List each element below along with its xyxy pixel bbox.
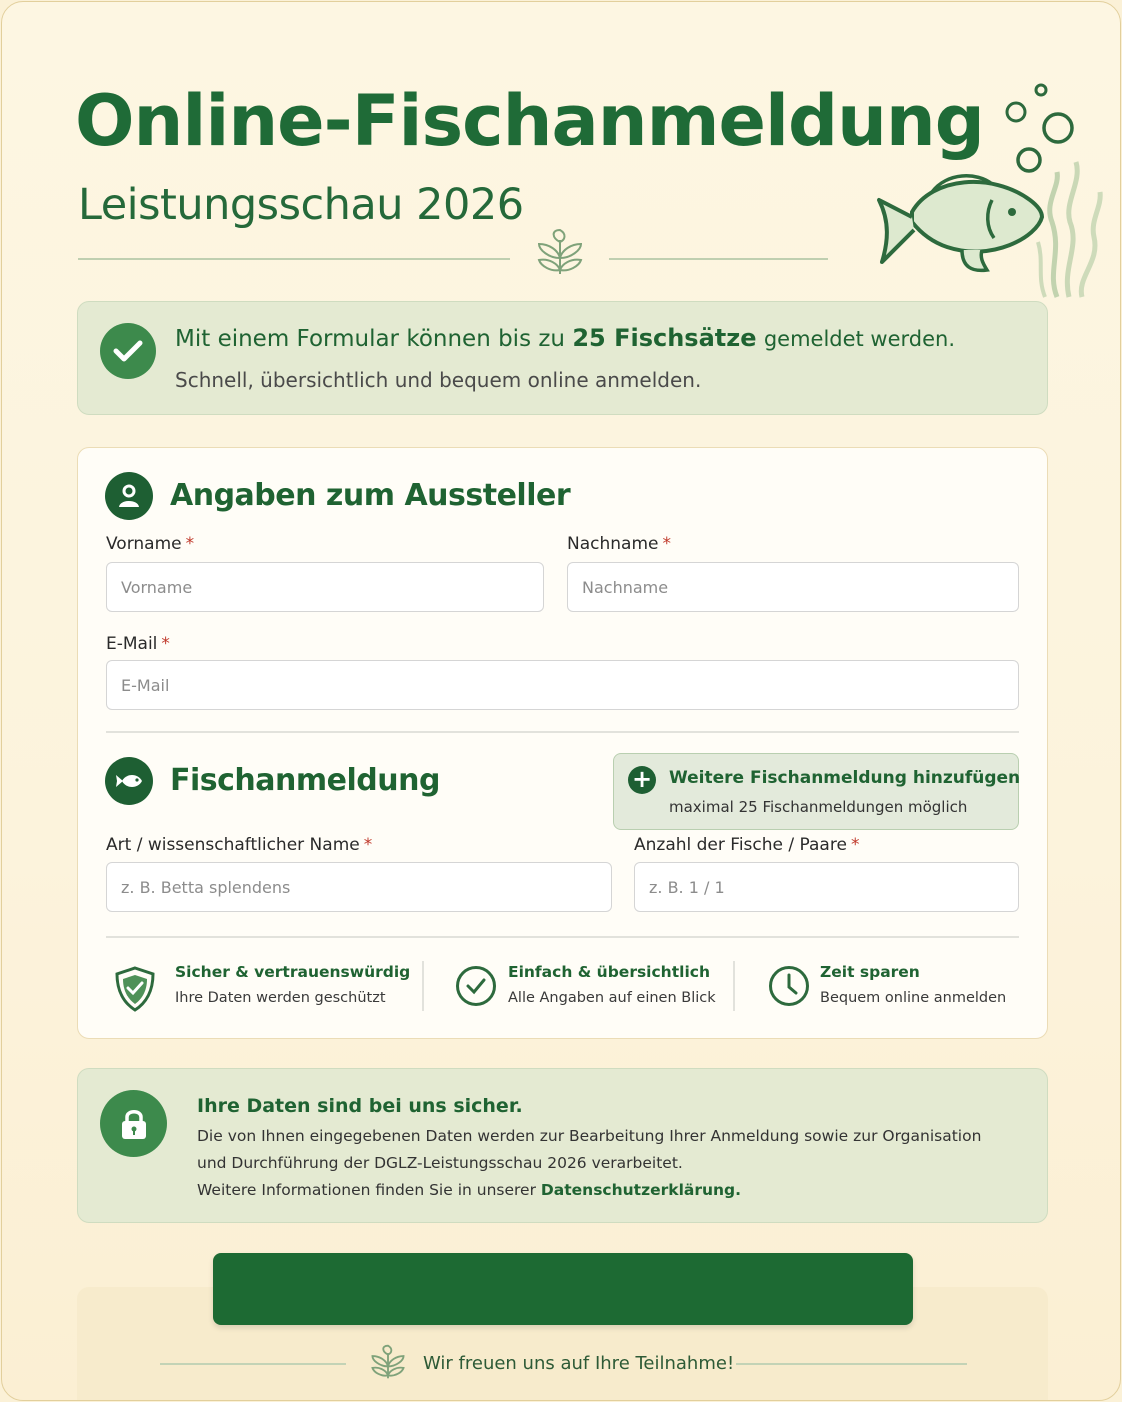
info-text-highlight: 25 Fischsätze [572, 324, 757, 352]
feature-title: Einfach & übersichtlich [508, 963, 710, 981]
privacy-title: Ihre Daten sind bei uns sicher. [197, 1095, 523, 1117]
submit-button[interactable] [213, 1253, 913, 1325]
info-text-a: Mit einem Formular können bis zu [175, 326, 566, 352]
feature-subtitle: Alle Angaben auf einen Blick [508, 990, 716, 1006]
section-divider [106, 936, 1019, 938]
fish-illustration-icon [862, 72, 1112, 307]
page-subtitle: Leistungsschau 2026 [78, 180, 524, 230]
firstname-label: Vorname * [106, 534, 195, 554]
feature-item-time [768, 963, 1018, 1013]
plus-icon: + [628, 766, 656, 794]
add-fish-entry-button[interactable] [613, 753, 1019, 830]
count-input[interactable] [634, 862, 1019, 912]
section-title-fish: Fischanmeldung [170, 763, 440, 798]
info-headline [175, 324, 955, 352]
header-divider-right [609, 258, 828, 260]
feature-item-secure [113, 963, 411, 1013]
info-text-c: gemeldet werden. [763, 327, 956, 351]
privacy-text-line: Die von Ihnen eingegebenen Daten werden zur Bearbeitung Ihrer Anmeldung sowie zur Organisation [197, 1127, 982, 1145]
footer-message: Wir freuen uns auf Ihre Teilnahme! [423, 1353, 735, 1374]
section-divider [106, 731, 1019, 733]
user-icon [105, 472, 153, 520]
feature-separator [733, 961, 735, 1011]
info-banner [77, 301, 1048, 415]
section-title-exhibitor: Angaben zum Aussteller [170, 478, 571, 513]
leaf-icon [533, 228, 587, 276]
fish-icon [105, 757, 153, 805]
count-label: Anzahl der Fische / Paare * [634, 835, 860, 855]
footer-divider-right [736, 1363, 967, 1365]
lastname-input[interactable] [567, 562, 1019, 612]
page [1, 1, 1121, 1401]
privacy-text-line: und Durchführung der DGLZ-Leistungsschau 2026 verarbeitet. [197, 1154, 683, 1172]
required-asterisk: * [662, 534, 671, 554]
feature-item-simple [455, 963, 745, 1013]
privacy-text-line: Weitere Informationen finden Sie in unserer Datenschutzerklärung. [197, 1181, 742, 1199]
clock-icon [768, 965, 810, 1007]
species-input[interactable] [106, 862, 612, 912]
shield-check-icon [113, 965, 157, 1013]
header-divider-left [78, 258, 510, 260]
check-icon [100, 323, 156, 379]
required-asterisk: * [161, 634, 170, 654]
species-label: Art / wissenschaftlicher Name * [106, 835, 373, 855]
footer-divider-left [160, 1363, 346, 1365]
privacy-notice [77, 1068, 1048, 1223]
feature-title: Zeit sparen [820, 963, 920, 981]
privacy-policy-link[interactable]: Datenschutzerklärung. [540, 1181, 742, 1199]
lastname-label: Nachname * [567, 534, 671, 554]
form-card [77, 447, 1048, 1039]
feature-subtitle: Ihre Daten werden geschützt [175, 990, 386, 1006]
check-circle-icon [455, 965, 497, 1007]
email-input[interactable] [106, 660, 1019, 710]
page-title: Online-Fischanmeldung [75, 80, 984, 162]
feature-subtitle: Bequem online anmelden [820, 990, 1007, 1006]
firstname-input[interactable] [106, 562, 544, 612]
email-label: E-Mail * [106, 634, 170, 654]
required-asterisk: * [363, 835, 373, 855]
add-button-subtitle: maximal 25 Fischanmeldungen möglich [669, 798, 968, 816]
add-button-title: Weitere Fischanmeldung hinzufügen [669, 768, 1021, 788]
lock-icon [100, 1090, 167, 1157]
feature-separator [422, 961, 424, 1011]
required-asterisk: * [850, 835, 860, 855]
info-subline: Schnell, übersichtlich und bequem online anmelden. [175, 368, 702, 392]
feature-title: Sicher & vertrauenswürdig [175, 963, 411, 981]
required-asterisk: * [185, 534, 195, 554]
footer-leaf-icon [368, 1344, 408, 1380]
